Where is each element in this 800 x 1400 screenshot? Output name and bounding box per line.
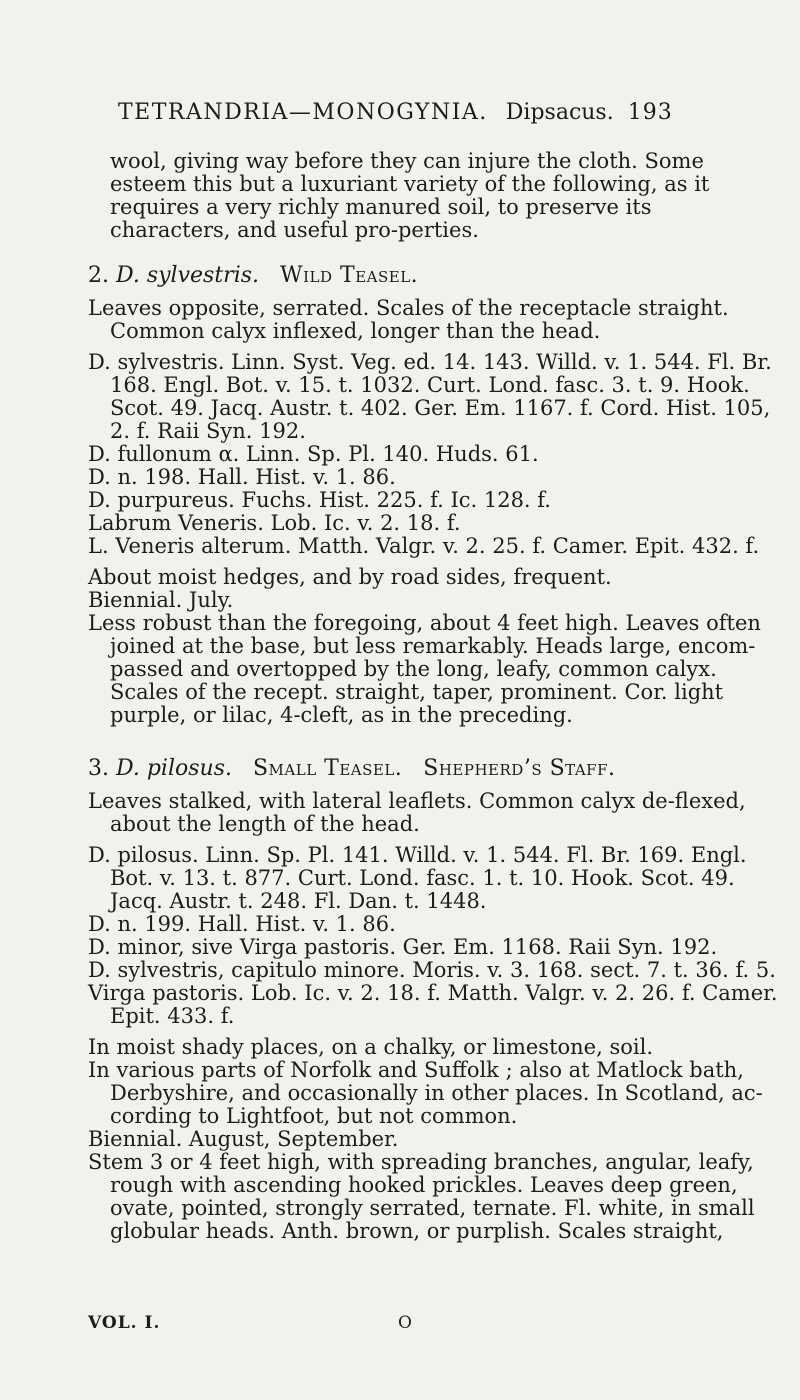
running-title: TETRANDRIA—MONOGYNIA. <box>118 100 488 125</box>
synonym-line: L. Veneris alterum. Matth. Valgr. v. 2. 25. f. Camer. Epit. 432. f. <box>88 534 760 558</box>
body-text <box>88 150 778 1243</box>
species-3-diagnosis: Leaves stalked, with lateral leaflets. Common calyx de-flexed, about the length of the head. <box>88 789 746 836</box>
genus-heading: Dipsacus. <box>505 100 614 125</box>
species-2-description: Less robust than the foregoing, about 4 feet high. Leaves often joined at the base, but less remarkably. Heads large, encom-passed and overtopped by the long, leafy, common calyx. Scales of the recept. straight, taper, prominent. Cor. light purple, or lilac, 4-cleft, as in the preceding. <box>88 611 761 727</box>
species-3-name: D. pilosus. <box>116 756 232 781</box>
page-footer <box>88 1313 778 1333</box>
synonym-line: D. sylvestris, capitulo minore. Moris. v. 3. 168. sect. 7. t. 36. f. 5. <box>88 958 776 982</box>
species-3-description: Stem 3 or 4 feet high, with spreading branches, angular, leafy, rough with ascending hooked prickles. Leaves deep green, ovate, pointed, strongly serrated, ternate. Fl. white, in small globular heads. Anth. brown, or purplish. Scales straight, <box>88 1150 755 1243</box>
signature-mark: O <box>398 1313 413 1333</box>
synonym-line: D. pilosus. Linn. Sp. Pl. 141. Willd. v. 1. 544. Fl. Br. 169. Engl. Bot. v. 13. t. 877. Curt. Lond. fasc. 1. t. 10. Hook. Scot. 49. Jacq. Austr. t. 248. Fl. Dan. t. 1448. <box>88 843 747 913</box>
species-3-heading <box>88 757 778 780</box>
species-3-synonymy <box>88 844 778 1028</box>
species-3-habitat: In moist shady places, on a chalky, or limestone, soil. <box>88 1035 653 1059</box>
synonym-line: D. sylvestris. Linn. Syst. Veg. ed. 14. 143. Willd. v. 1. 544. Fl. Br. 168. Engl. Bot. v. 15. t. 1032. Curt. Lond. fasc. 3. t. 9. Hook. Scot. 49. Jacq. Austr. t. 402. Ger. Em. 1167. f. Cord. Hist. 105, 2. f. Raii Syn. 192. <box>88 350 772 443</box>
synonym-line: D. purpureus. Fuchs. Hist. 225. f. Ic. 128. f. <box>88 488 551 512</box>
synonym-line: D. n. 199. Hall. Hist. v. 1. 86. <box>88 912 396 936</box>
species-2-duration: Biennial. July. <box>88 588 234 612</box>
synonym-line: D. minor, sive Virga pastoris. Ger. Em. 1168. Raii Syn. 192. <box>88 935 718 959</box>
volume-label: VOL. I. <box>88 1313 161 1333</box>
synonym-line: Labrum Veneris. Lob. Ic. v. 2. 18. f. <box>88 511 461 535</box>
species-2-common-name: Wild Teasel. <box>280 263 419 288</box>
species-3-common-name: Small Teasel. <box>252 756 403 781</box>
species-2-diagnosis: Leaves opposite, serrated. Scales of the receptacle straight. Common calyx inflexed, longer than the head. <box>88 296 729 343</box>
species-2-habitat: About moist hedges, and by road sides, frequent. <box>88 565 612 589</box>
species-2-heading <box>88 264 778 287</box>
species-3-number: 3. <box>88 756 109 781</box>
species-2-synonymy <box>88 351 778 558</box>
species-3-duration: Biennial. August, September. <box>88 1127 399 1151</box>
species-3-distribution: In various parts of Norfolk and Suffolk ; also at Matlock bath, Derbyshire, and occasionally in other places. In Scotland, ac-cording to Lightfoot, but not common. <box>88 1058 763 1128</box>
synonym-line: D. fullonum α. Linn. Sp. Pl. 140. Huds. 61. <box>88 442 539 466</box>
species-2-number: 2. <box>88 263 109 288</box>
page-header <box>118 100 673 125</box>
synonym-line: Virga pastoris. Lob. Ic. v. 2. 18. f. Matth. Valgr. v. 2. 26. f. Camer. Epit. 433. f. <box>88 981 778 1028</box>
intro-paragraph: wool, giving way before they can injure the cloth. Some esteem this but a luxuriant variety of the following, as it requires a very richly manured soil, to preserve its characters, and useful pro-perties. <box>110 149 710 242</box>
page-number: 193 <box>627 100 673 125</box>
species-3-common-name-alt: Shepherd’s Staff. <box>423 756 616 781</box>
species-2-name: D. sylvestris. <box>116 263 260 288</box>
synonym-line: D. n. 198. Hall. Hist. v. 1. 86. <box>88 465 396 489</box>
